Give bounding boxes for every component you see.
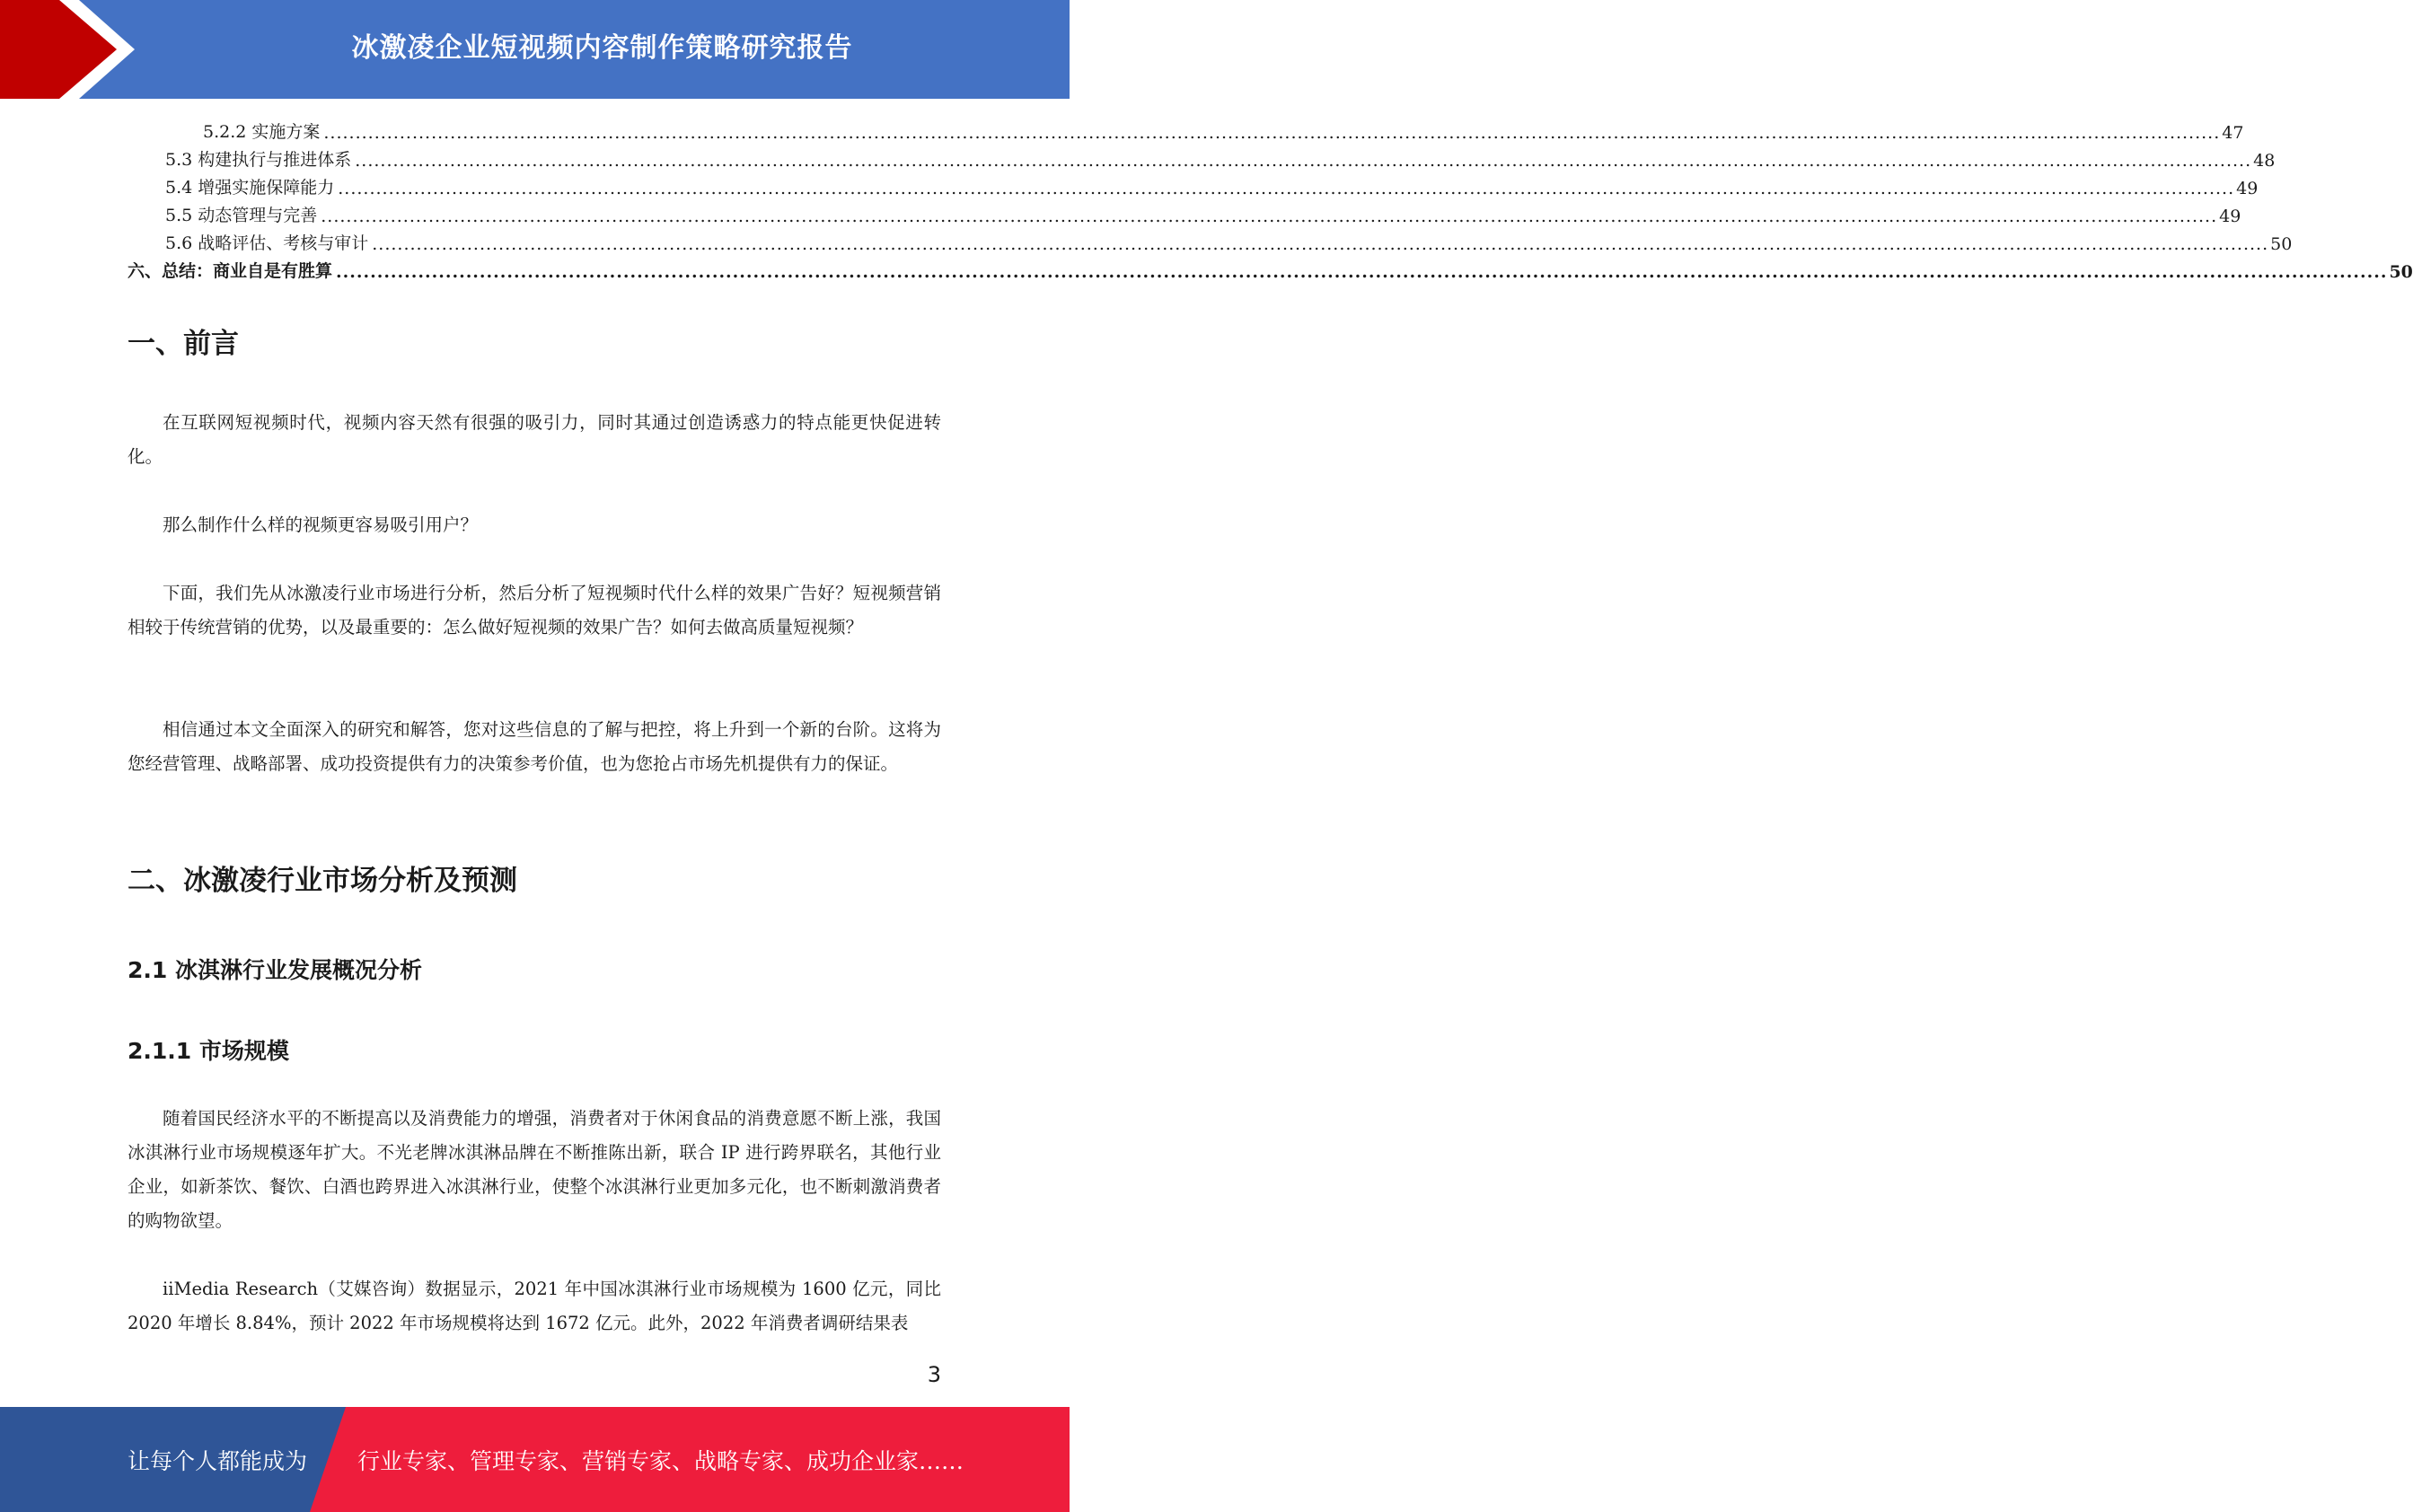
footer-slogan-right: 行业专家、管理专家、营销专家、战略专家、成功企业家……: [357, 1447, 964, 1474]
section-title-preface: 一、前言: [128, 328, 239, 360]
page-number: 3: [927, 1362, 941, 1387]
subsection-title-2-1: 2.1 冰淇淋行业发展概况分析: [128, 957, 422, 983]
paragraph: 相信通过本文全面深入的研究和解答，您对这些信息的了解与把控，将上升到一个新的台阶。这将为您经营管理、战略部署、成功投资提供有力的决策参考价值，也为您抢占市场先机提供有力的保证。: [128, 719, 941, 774]
toc-leader-dots: ............................................................................................................................................................................................................................................................................................................: [338, 179, 2235, 198]
toc-leader-dots: ............................................................................................................................................................................................................................................................................................................: [336, 262, 2388, 282]
toc-entry[interactable]: [128, 143, 2276, 171]
paragraph: iiMedia Research（艾媒咨询）数据显示，2021 年中国冰淇淋行业市场规模为 1600 亿元，同比 2020 年增长 8.84%，预计 2022 年市场规模将达到 1672 亿元。此外，2022 年消费者调研结果表: [128, 1279, 941, 1333]
header-chevron-decoration: [0, 0, 144, 99]
paragraph: 那么制作什么样的视频更容易吸引用户？: [163, 514, 479, 535]
toc-entry[interactable]: [128, 254, 2413, 282]
page-footer: [0, 1407, 1070, 1512]
toc-entry-label: 5.4 增强实施保障能力: [165, 178, 335, 198]
section-title-chapter-2: 二、冰激凌行业市场分析及预测: [128, 865, 517, 897]
toc-entry-label: 5.5 动态管理与完善: [165, 206, 318, 225]
toc-entry-label: 5.3 构建执行与推进体系: [165, 150, 352, 170]
paragraph: 在互联网短视频时代，视频内容天然有很强的吸引力，同时其通过创造诱惑力的特点能更快促进转化。: [128, 412, 941, 467]
toc-entry-page: 50: [2389, 262, 2413, 282]
toc-entry-page: 47: [2222, 123, 2244, 143]
toc-entry-page: 48: [2253, 151, 2276, 171]
paragraph: 随着国民经济水平的不断提高以及消费能力的增强，消费者对于休闲食品的消费意愿不断上涨，我国冰淇淋行业市场规模逐年扩大。不光老牌冰淇淋品牌在不断推陈出新，联合 IP 进行跨界联名，其他行业企业，如新茶饮、餐饮、白酒也跨界进入冰淇淋行业，使整个冰淇淋行业更加多元化，也不断刺激消费者的购物欲望。: [128, 1108, 941, 1231]
toc-entry-label: 5.6 战略评估、考核与审计: [165, 233, 369, 253]
toc-leader-dots: ............................................................................................................................................................................................................................................................................................................: [321, 207, 2218, 226]
toc-entry-page: 49: [2219, 207, 2241, 226]
toc-entry-label: 六、总结：商业自是有胜算: [128, 261, 333, 281]
toc-leader-dots: ............................................................................................................................................................................................................................................................................................................: [372, 234, 2269, 254]
toc-entry-label: 5.2.2 实施方案: [203, 122, 321, 142]
toc-entry-page: 49: [2236, 179, 2259, 198]
toc-leader-dots: ............................................................................................................................................................................................................................................................................................................: [323, 123, 2221, 143]
subsection-title-2-1-1: 2.1.1 市场规模: [128, 1038, 289, 1064]
page-header: [0, 0, 1070, 99]
toc-entry[interactable]: [128, 226, 2293, 254]
paragraph: 下面，我们先从冰激凌行业市场进行分析，然后分析了短视频时代什么样的效果广告好？短视频营销相较于传统营销的优势，以及最重要的：怎么做好短视频的效果广告？如何去做高质量短视频？: [128, 583, 941, 637]
toc-entry-page: 50: [2270, 234, 2293, 254]
table-of-contents: [128, 115, 2413, 282]
toc-entry[interactable]: [128, 115, 2244, 143]
report-title: 冰激凌企业短视频内容制作策略研究报告: [351, 32, 853, 64]
toc-entry[interactable]: [128, 198, 2241, 226]
toc-leader-dots: ............................................................................................................................................................................................................................................................................................................: [355, 151, 2252, 171]
toc-entry[interactable]: [128, 171, 2259, 198]
footer-slogan-left: 让每个人都能成为: [128, 1447, 308, 1474]
